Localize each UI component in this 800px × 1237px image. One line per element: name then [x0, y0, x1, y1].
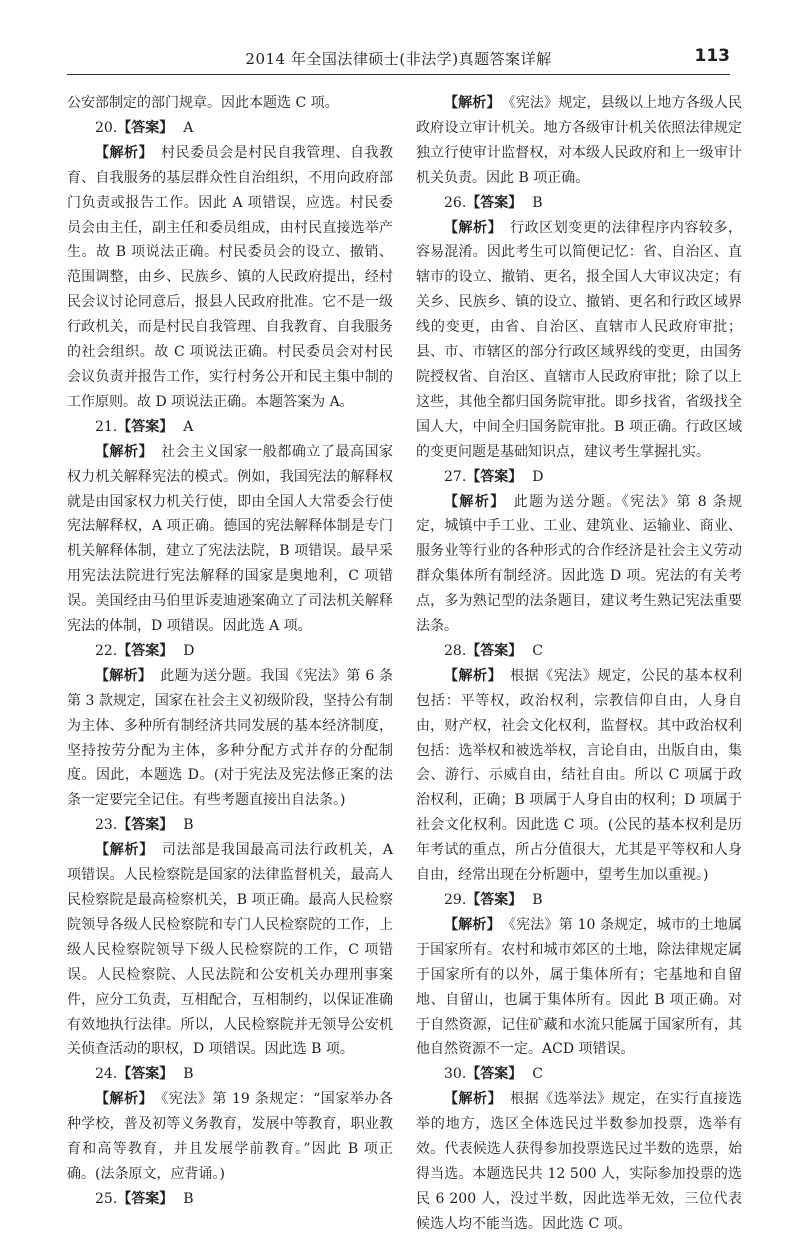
question-number: 23.	[95, 817, 118, 834]
question-number: 30.	[444, 1066, 467, 1083]
analysis-paragraph	[67, 664, 393, 813]
analysis-label: 【解析】	[444, 1091, 503, 1108]
analysis-paragraph	[416, 1087, 742, 1236]
answer-line	[67, 639, 393, 664]
analysis-label: 【解析】	[444, 95, 501, 111]
analysis-paragraph	[67, 1087, 393, 1187]
analysis-label: 【解析】	[95, 842, 154, 859]
answer-value: B	[532, 892, 543, 908]
analysis-text: 根据《选举法》规定，在实行直接选举的地方，选区全体选民过半数参加投票，选举有效。代表候选人获得参加投票选民过半数的选票，始得当选。本题选民共 12 500 人，实际参加投票的选民 6 200 人，没过半数，因此选举无效，三位代表候选人均不能当选。因此选 C 项。	[416, 1091, 743, 1232]
analysis-paragraph	[67, 141, 393, 415]
question-number: 29.	[444, 892, 467, 908]
analysis-text: 《宪法》规定，县级以上地方各级人民政府设立审计机关。地方各级审计机关依照法律规定独立行使审计监督权，对本级人民政府和上一级审计机关负责。因此 B 项正确。	[416, 95, 743, 186]
answer-value: A	[183, 418, 194, 435]
analysis-text: 根据《宪法》规定，公民的基本权利包括：平等权，政治权利，宗教信仰自由，人身自由，财产权，社会文化权利，监督权。其中政治权利包括：选举权和被选举权，言论自由，出版自由，集会、游行、示威自由，结社自由。所以 C 项属于政治权利，正确；B 项属于人身自由的权利；D 项属于社会文化权利。因此选 C 项。(公民的基本权利是历年考试的重点，所占分值很大，尤其是平等权和人身自由，经常出现在分析题中，望考生加以重视。)	[416, 667, 743, 884]
question-number: 22.	[95, 642, 118, 659]
page-header	[67, 44, 730, 75]
analysis-text: 社会主义国家一般都确立了最高国家权力机关解释宪法的模式。例如，我国宪法的解释权就是由国家权力机关行使，即由全国人大常委会行使宪法解释权，A 项正确。德国的宪法解释体制是专门机关解释体制，建立了宪法法院，B 项错误。最早采用宪法法院进行宪法解释的国家是奥地利，C 项错误。美国经由马伯里诉麦迪逊案确立了司法机关解释宪法的体制，D 项错误。因此选 A 项。	[67, 443, 394, 635]
answer-label: 【答案】	[117, 1190, 174, 1207]
analysis-text: 此题为送分题。《宪法》第 8 条规定，城镇中手工业、工业、建筑业、运输业、商业、服务业等行业的各种形式的合作经济是社会主义劳动群众集体所有制经济。因此选 D 项。宪法的有关考点，多为熟记型的法条题目，建议考生熟记宪法重要法条。	[416, 493, 743, 635]
answer-value: D	[532, 468, 544, 485]
answer-label: 【答案】	[466, 892, 523, 908]
question-number: 26.	[444, 194, 467, 211]
answer-line	[416, 1062, 742, 1087]
answer-label: 【答案】	[466, 1066, 523, 1083]
answer-line	[67, 415, 393, 440]
analysis-paragraph	[416, 490, 742, 639]
answer-label: 【答案】	[117, 817, 174, 834]
analysis-paragraph	[67, 440, 393, 639]
analysis-label: 【解析】	[444, 219, 503, 236]
answer-label: 【答案】	[117, 1066, 174, 1083]
page-number: 113	[694, 46, 730, 66]
analysis-label: 【解析】	[444, 493, 506, 510]
answer-value: B	[532, 194, 543, 211]
right-column	[416, 91, 742, 1237]
analysis-text: 村民委员会是村民自我管理、自我教育、自我服务的基层群众性自治组织，不用向政府部门负责或报告工作。因此 A 项错误，应选。村民委员会由主任，副主任和委员组成，由村民直接选举产生。故 B 项说法正确。村民委员会的设立、撤销、范围调整，由乡、民族乡、镇的人民政府提出，经村民会议讨论同意后，报县人民政府批准。它不是一级行政机关，而是村民自我管理、自我教育、自我服务的社会组织。故 C 项说法正确。村民委员会对村民会议负责并报告工作，实行村务公开和民主集中制的工作原则。故 D 项说法正确。本题答案为 A。	[67, 144, 394, 410]
running-title: 2014 年全国法律硕士(非法学)真题答案详解	[245, 50, 552, 68]
answer-line	[416, 639, 742, 664]
answer-value: A	[183, 119, 194, 136]
answer-value: B	[183, 817, 194, 834]
answer-line	[67, 813, 393, 838]
question-number: 20.	[95, 119, 118, 136]
answer-value: C	[532, 642, 543, 659]
question-number: 24.	[95, 1066, 118, 1083]
question-number: 21.	[95, 418, 118, 435]
answer-line	[416, 191, 742, 216]
analysis-paragraph	[67, 838, 393, 1062]
answer-line	[67, 116, 393, 141]
analysis-paragraph	[416, 91, 742, 191]
answer-line	[67, 1062, 393, 1087]
analysis-label: 【解析】	[95, 667, 153, 684]
answer-line	[416, 465, 742, 490]
analysis-label: 【解析】	[444, 916, 501, 933]
analysis-label: 【解析】	[444, 667, 503, 684]
answer-label: 【答案】	[466, 194, 523, 211]
answer-line	[416, 888, 742, 913]
answer-label: 【答案】	[117, 418, 174, 435]
left-column	[67, 91, 393, 1212]
analysis-text: 此题为送分题。我国《宪法》第 6 条第 3 款规定，国家在社会主义初级阶段，坚持公有制为主体、多种所有制经济共同发展的基本经济制度，坚持按劳分配为主体，多种分配方式并存的分配制度。因此，本题选 D。(对于宪法及宪法修正案的法条一定要完全记住。有些考题直接出自法条。)	[67, 667, 394, 809]
answer-line	[67, 1187, 393, 1212]
analysis-paragraph	[416, 664, 742, 888]
analysis-label: 【解析】	[95, 1091, 154, 1108]
question-number: 25.	[95, 1190, 118, 1207]
answer-value: B	[183, 1066, 194, 1083]
answer-label: 【答案】	[117, 119, 174, 136]
analysis-label: 【解析】	[95, 144, 154, 161]
analysis-text: 《宪法》第 19 条规定：“国家举办各种学校，普及初等义务教育，发展中等教育，职业教育和高等教育，并且发展学前教育。”因此 B 项正确。(法条原文，应背诵。)	[67, 1091, 394, 1182]
analysis-label: 【解析】	[95, 443, 154, 460]
answer-value: D	[183, 642, 195, 659]
question-number: 28.	[444, 642, 467, 659]
answer-label: 【答案】	[466, 468, 523, 485]
continuation-text: 公安部制定的部门规章。因此本题选 C 项。	[67, 95, 339, 111]
answer-label: 【答案】	[117, 642, 174, 659]
question-number: 27.	[444, 468, 467, 485]
answer-value: C	[532, 1066, 543, 1083]
analysis-text: 行政区划变更的法律程序内容较多，容易混淆。因此考生可以简便记忆：省、自治区、直辖市的设立、撤销、更名，报全国人大审议决定；有关乡、民族乡、镇的设立、撤销、更名和行政区域界线的变更，由省、自治区、直辖市人民政府审批；县、市、市辖区的部分行政区域界线的变更，由国务院授权省、自治区、直辖市人民政府审批；除了以上这些，其他全都归国务院审批。即乡找省，省级找全国人大，中间全归国务院审批。B 项正确。行政区域的变更问题是基础知识点，建议考生掌握扎实。	[416, 219, 743, 460]
analysis-paragraph	[416, 913, 742, 1062]
analysis-paragraph	[416, 216, 742, 465]
analysis-text: 《宪法》第 10 条规定，城市的土地属于国家所有。农村和城市郊区的土地，除法律规定属于国家所有的以外，属于集体所有；宅基地和自留地、自留山，也属于集体所有。因此 B 项正确。对于自然资源，记住矿藏和水流只能属于国家所有，其他自然资源不一定。ACD 项错误。	[416, 916, 742, 1058]
answer-value: B	[183, 1190, 194, 1207]
analysis-text: 司法部是我国最高司法行政机关，A 项错误。人民检察院是国家的法律监督机关，最高人民检察院是最高检察机关，B 项正确。最高人民检察院领导各级人民检察院和专门人民检察院的工作，上级人民检察院领导下级人民检察院的工作，C 项错误。人民检察院、人民法院和公安机关办理刑事案件，应分工负责，互相配合，互相制约，以保证准确有效地执行法律。所以，人民检察院并无领导公安机关侦查活动的职权，D 项错误。因此选 B 项。	[67, 842, 393, 1058]
answer-label: 【答案】	[466, 642, 523, 659]
